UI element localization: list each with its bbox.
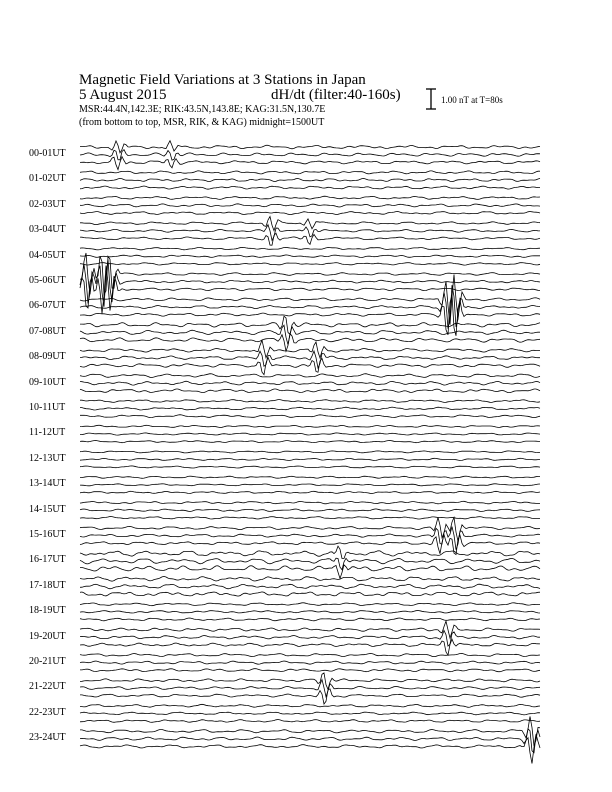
- hour-label: 15-16UT: [29, 529, 66, 540]
- trace-line: [80, 275, 540, 325]
- order-note: (from bottom to top, MSR, RIK, & KAG) midnight=1500UT: [79, 117, 325, 128]
- trace-line: [80, 433, 540, 435]
- trace-line: [80, 729, 540, 753]
- trace-line: [80, 653, 540, 656]
- trace-line: [80, 527, 540, 550]
- trace-line: [80, 150, 540, 160]
- hour-label: 23-24UT: [29, 732, 66, 744]
- trace-line: [80, 576, 540, 581]
- trace-line: [80, 458, 540, 460]
- trace-line: [80, 680, 540, 697]
- hour-label: 09-10UT: [29, 376, 66, 388]
- hour-label: 13-14UT: [29, 478, 66, 490]
- trace-line: [80, 212, 540, 215]
- trace-line: [80, 451, 540, 453]
- hour-label: 08-09UT: [29, 351, 66, 363]
- trace-line: [80, 484, 540, 486]
- trace-line: [80, 476, 540, 478]
- hour-label: 06-07UT: [29, 300, 66, 312]
- trace-line: [80, 171, 540, 174]
- trace-line: [80, 381, 540, 385]
- trace-line: [80, 535, 540, 555]
- trace-line: [80, 266, 540, 314]
- trace-line: [80, 196, 540, 199]
- trace-line: [80, 233, 540, 245]
- trace-line: [80, 720, 540, 723]
- trace-line: [80, 630, 540, 646]
- trace-line: [80, 565, 540, 579]
- chart-date: 5 August 2015: [79, 87, 167, 103]
- hour-label: 12-13UT: [29, 452, 66, 464]
- stations-line: MSR:44.4N,142.3E; RIK:43.5N,143.8E; KAG:31.5N,130.7E: [79, 104, 326, 115]
- trace-line: [80, 466, 540, 468]
- hour-label: 16-17UT: [29, 554, 66, 566]
- trace-line: [80, 263, 540, 266]
- hour-label: 21-22UT: [29, 681, 66, 693]
- trace-line: [80, 425, 540, 427]
- trace-line: [80, 689, 540, 704]
- trace-line: [80, 603, 540, 606]
- hour-label: 11-12UT: [29, 427, 66, 439]
- trace-line: [80, 669, 540, 672]
- trace-line: [80, 340, 540, 358]
- trace-line: [80, 501, 540, 504]
- trace-line: [80, 285, 540, 329]
- trace-line: [80, 400, 540, 403]
- trace-line: [80, 217, 540, 231]
- trace-line: [80, 178, 540, 181]
- trace-line: [80, 441, 540, 443]
- trace-line: [80, 546, 540, 558]
- trace-line: [80, 661, 540, 664]
- hour-label: 05-06UT: [29, 275, 66, 286]
- trace-line: [80, 517, 540, 520]
- hour-label: 18-19UT: [29, 605, 66, 617]
- hour-label: 02-03UT: [29, 198, 66, 210]
- trace-line: [80, 415, 540, 418]
- hour-label: 22-23UT: [29, 706, 66, 718]
- trace-line: [80, 325, 540, 345]
- trace-line: [80, 584, 540, 589]
- filter-label: dH/dt (filter:40-160s): [271, 87, 401, 103]
- trace-line: [80, 517, 540, 541]
- trace-line: [80, 186, 540, 189]
- trace-line: [80, 389, 540, 393]
- trace-line: [80, 592, 540, 596]
- trace-line: [80, 141, 540, 153]
- trace-line: [80, 204, 540, 207]
- trace-line: [80, 618, 540, 621]
- trace-line: [80, 509, 540, 512]
- trace-line: [80, 247, 540, 250]
- scale-label: 1.00 nT at T=80s: [441, 95, 503, 105]
- hour-label: 01-02UT: [29, 173, 66, 185]
- trace-line: [80, 374, 540, 378]
- trace-line: [80, 255, 540, 258]
- hour-label: 20-21UT: [29, 656, 66, 667]
- trace-line: [80, 611, 540, 614]
- trace-line: [80, 407, 540, 410]
- trace-line: [80, 491, 540, 493]
- trace-line: [80, 295, 540, 336]
- hour-label: 17-18UT: [29, 579, 66, 591]
- trace-line: [80, 157, 540, 170]
- hour-label: 00-01UT: [29, 148, 66, 159]
- trace-line: [80, 712, 540, 715]
- trace-line: [80, 334, 540, 352]
- trace-line: [80, 704, 540, 707]
- hour-label: 04-05UT: [29, 249, 66, 261]
- trace-line: [80, 621, 540, 638]
- hour-label: 07-08UT: [29, 325, 66, 337]
- trace-line: [80, 639, 540, 655]
- chart-title: Magnetic Field Variations at 3 Stations in Japan: [79, 72, 366, 88]
- hour-label: 19-20UT: [29, 630, 66, 642]
- hour-label: 14-15UT: [29, 503, 66, 515]
- hour-label: 10-11UT: [29, 402, 66, 413]
- hour-label: 03-04UT: [29, 224, 66, 236]
